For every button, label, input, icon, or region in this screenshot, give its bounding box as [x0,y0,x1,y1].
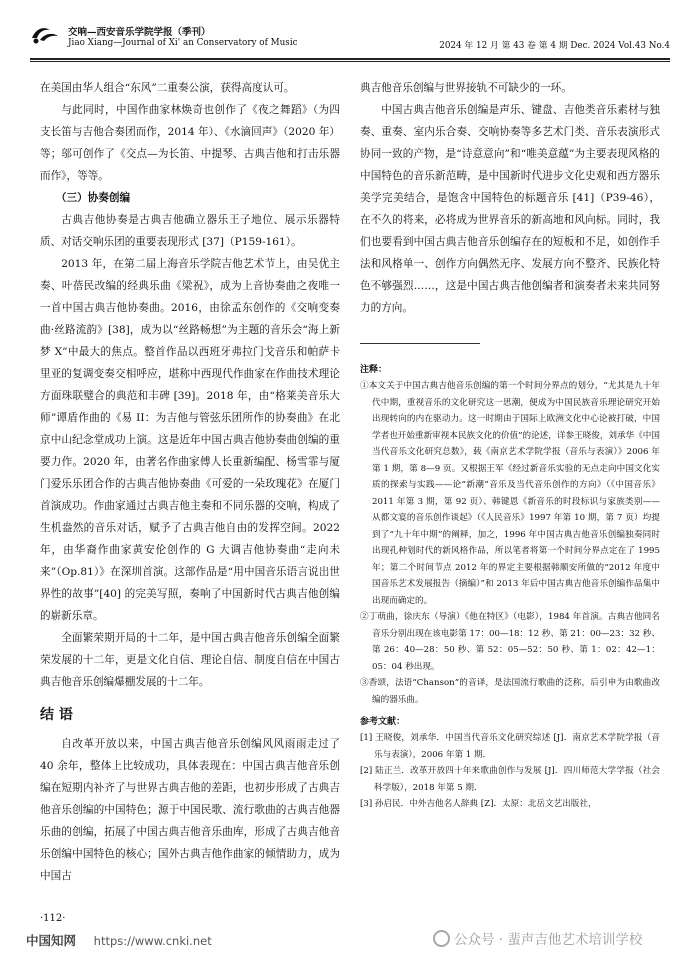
paragraph: 古典吉他协奏是古典吉他确立器乐王子地位、展示乐器特质、对话交响乐团的重要表现形式 [37]（P159-161）。 [40,214,340,248]
footnote: ①本文关于中国古典吉他音乐创编的第一个时间分界点的划分，“尤其是九十年代中期，重视音乐的文化研究这一思潮，便成为中国民族音乐理论研究开始出现转向的内在驱动力。这一时期由于国际上欧洲文化中心论被打破，中国学者也开始重新审视本民族文化的价值”的论述，详参王晓俊，刘承华《中国当代音乐文化研究总数》，载《南京艺术学院学报（音乐与表演）》2006 年第 1 期，第 8—9 页。又根据王军《经过新音乐实验的无点走向中国文化实质的探索与实践——论“新潮”音乐及当代音乐创作的方向》（《中国音乐》2011 年第 3 期，第 92 页）、韩键恩《新音乐的时段标识与家族类别——从都文宴的音乐创作谈起》（《人民音乐》1997 年第 10 期，第 7 页）均提到了“九十年中期”的阐释，加之，1996 年中国古典吉他音乐创编独奏同时出现孔种划时代的新风格作品，所以笔者将第一个时间分界点定在了 1995 年；第二个时间节点 2012 年的界定主要根据韩顺安所做的“2012 年度中国音乐艺术发展报告（摘编）”和 2013 年后中国古典吉他音乐创编作品集中出现而确定的。 [360,381,660,606]
footnote: ②丁萌曲，徐庆东（导演）《他在特区》（电影），1984 年首演。古典吉他同名音乐分别出现在该电影第 17：00—18：12 秒、第 21：00—23：32 秒、第 26：40—28：50 秒、第 52：05—52：50 秒、第 1：02：42—1：05：04 秒出现。 [360,612,660,672]
references-heading: 参考文献： [360,717,406,727]
reference-item: [1] 王晓俊，刘承华．中国当代音乐文化研究综述 [J]．南京艺术学院学报（音乐与表演），2006 年第 1 期． [360,733,660,760]
header-rule-thin [30,61,670,62]
cnki-footer [26,931,212,949]
header-rule-thick [30,58,670,60]
paragraph: 中国古典吉他音乐创编是声乐、键盘、吉他类音乐素材与独奏、重奏、室内乐合奏、交响协奏等多艺术门类、音乐表演形式协同一致的产物，是“诗意意向”和“唯美意蕴”为主要表现风格的中国特色的音乐新范畴，是中国新时代进步文化史观和西方器乐美学完美结合，是饱含中国特色的标题音乐 [41]（P39-46），在不久的将来，必将成为世界音乐的新高地和风向标。同时，我们也要看到中国古典吉他音乐创编存在的短板和不足，如创作手法和风格单一、创作方向偶然无序、发展方向不整齐、民族化特色不够强烈……，这是中国古典吉他创编者和演奏者未来共同努力的方向。 [360,104,660,314]
paragraph: 在美国由华人组合“东风”二重奏公演，获得高度认可。 [40,82,295,94]
watermark-text: 公众号 · 蜚声吉他艺术培训学校 [454,932,643,948]
notes-heading: 注释： [360,365,388,375]
paragraph: 2013 年，在第二届上海音乐学院吉他艺术节上，由吴优主奏、叶蓓民改编的经典乐曲《梁祝》，成为上音协奏曲之夜唯一一首中国古典吉他协奏曲。2016，由徐孟东创作的《交响变奏曲·丝路流韵》[38]，成为以“丝路畅想”为主题的音乐会“海上新梦 X”中最大的焦点。整首作品以西班牙弗拉门戈音乐和帕萨卡里亚的复调变奏交相呼应，堪称中西现代作曲家在作曲技术理论方面珠联璧合的典范和丰碑 [39]。2018 年，由“格莱美音乐大师”谭盾作曲的《易 II：为吉他与管弦乐团所作的协奏曲》在北京中山纪念堂成功上演。这是近年中国古典吉他协奏曲创编的重要力作。2020 年，由著名作曲家傅人长重新编配、杨雪霏与厦门爱乐乐团合作的古典吉他协奏曲《可爱的一朵玫瑰花》在厦门首演成功。作曲家通过古典吉他主奏和不同乐器的交响，构成了生机盎然的音乐对话，赋予了古典吉他自由的发挥空间。2022 年，由华裔作曲家黄安伦创作的 G 大调吉他协奏曲“走向未来”（Op.81）》在深圳首演。这部作品是“用中国音乐语言说出世界性的故事”[40] 的完美写照，奏响了中国新时代古典吉他创编的崭新乐章。 [40,258,340,622]
journal-title-en: Jiao Xiang—Journal of Xi' an Conservatory of Music [68,38,298,48]
right-column [360,77,660,813]
page-number: ·112· [40,913,66,924]
issue-info: 2024 年 12 月 第 43 卷 第 4 期 Dec. 2024 Vol.43 No.4 [439,41,670,51]
reference-item: [2] 陆正兰．改革开放四十年来歌曲创作与发展 [J]．四川师范大学学报（社会科学版），2018 年第 5 期． [360,766,660,793]
paragraph: 典吉他音乐创编与世界接轨不可缺少的一环。 [360,82,572,94]
journal-title-cn: 交响—西安音乐学院学报（季刊） [68,27,211,38]
wechat-icon [433,930,450,947]
paragraph: 全面繁荣期开局的十二年，是中国古典吉他音乐创编全面繁荣发展的十二年，更是文化自信、理论自信、制度自信在中国古典吉他音乐创编爆棚发展的十二年。 [40,632,340,688]
notes-divider [360,343,480,344]
journal-header [30,18,670,58]
paragraph: 自改革开放以来，中国古典吉他音乐创编风风雨雨走过了 40 余年，整体上比较成功，具体表现在：中国古典吉他音乐创编在短期内补齐了与世界古典吉他的差距，也初步形成了古典吉他音乐创编的中国特色；源于中国民歌、流行歌曲的古典吉他器乐曲的创编，拓展了中国古典吉他音乐曲库，形成了古典吉他音乐创编中国特色的核心；国外古典吉他作曲家的倾情助力，成为中国古 [40,738,340,882]
cnki-logo-text: 中国知网 [26,933,77,948]
journal-logo-icon [30,22,60,46]
subsection-heading: （三）协奏创编 [55,192,131,204]
left-column [40,77,340,887]
section-heading-conclusion: 结 语 [40,707,73,723]
paragraph: 与此同时，中国作曲家林焕奇也创作了《夜之舞蹈》（为四支长笛与吉他合奏团而作，2014 年）、《水滴回声》（2020 年）等；邬可创作了《交点—为长笛、中提琴、古典吉他和打击乐器而作》，等等。 [40,104,340,182]
cnki-url[interactable]: https://www.cnki.net [93,934,212,948]
wechat-watermark [433,928,642,948]
reference-item: [3] 孙启民．中外吉他名人辞典 [Z]．太原：北岳文艺出版社， [360,799,597,809]
footnote: ③香颂，法语“Chanson”的音译，是法国流行歌曲的泛称，后引申为由歌曲改编的器乐曲。 [360,678,660,705]
